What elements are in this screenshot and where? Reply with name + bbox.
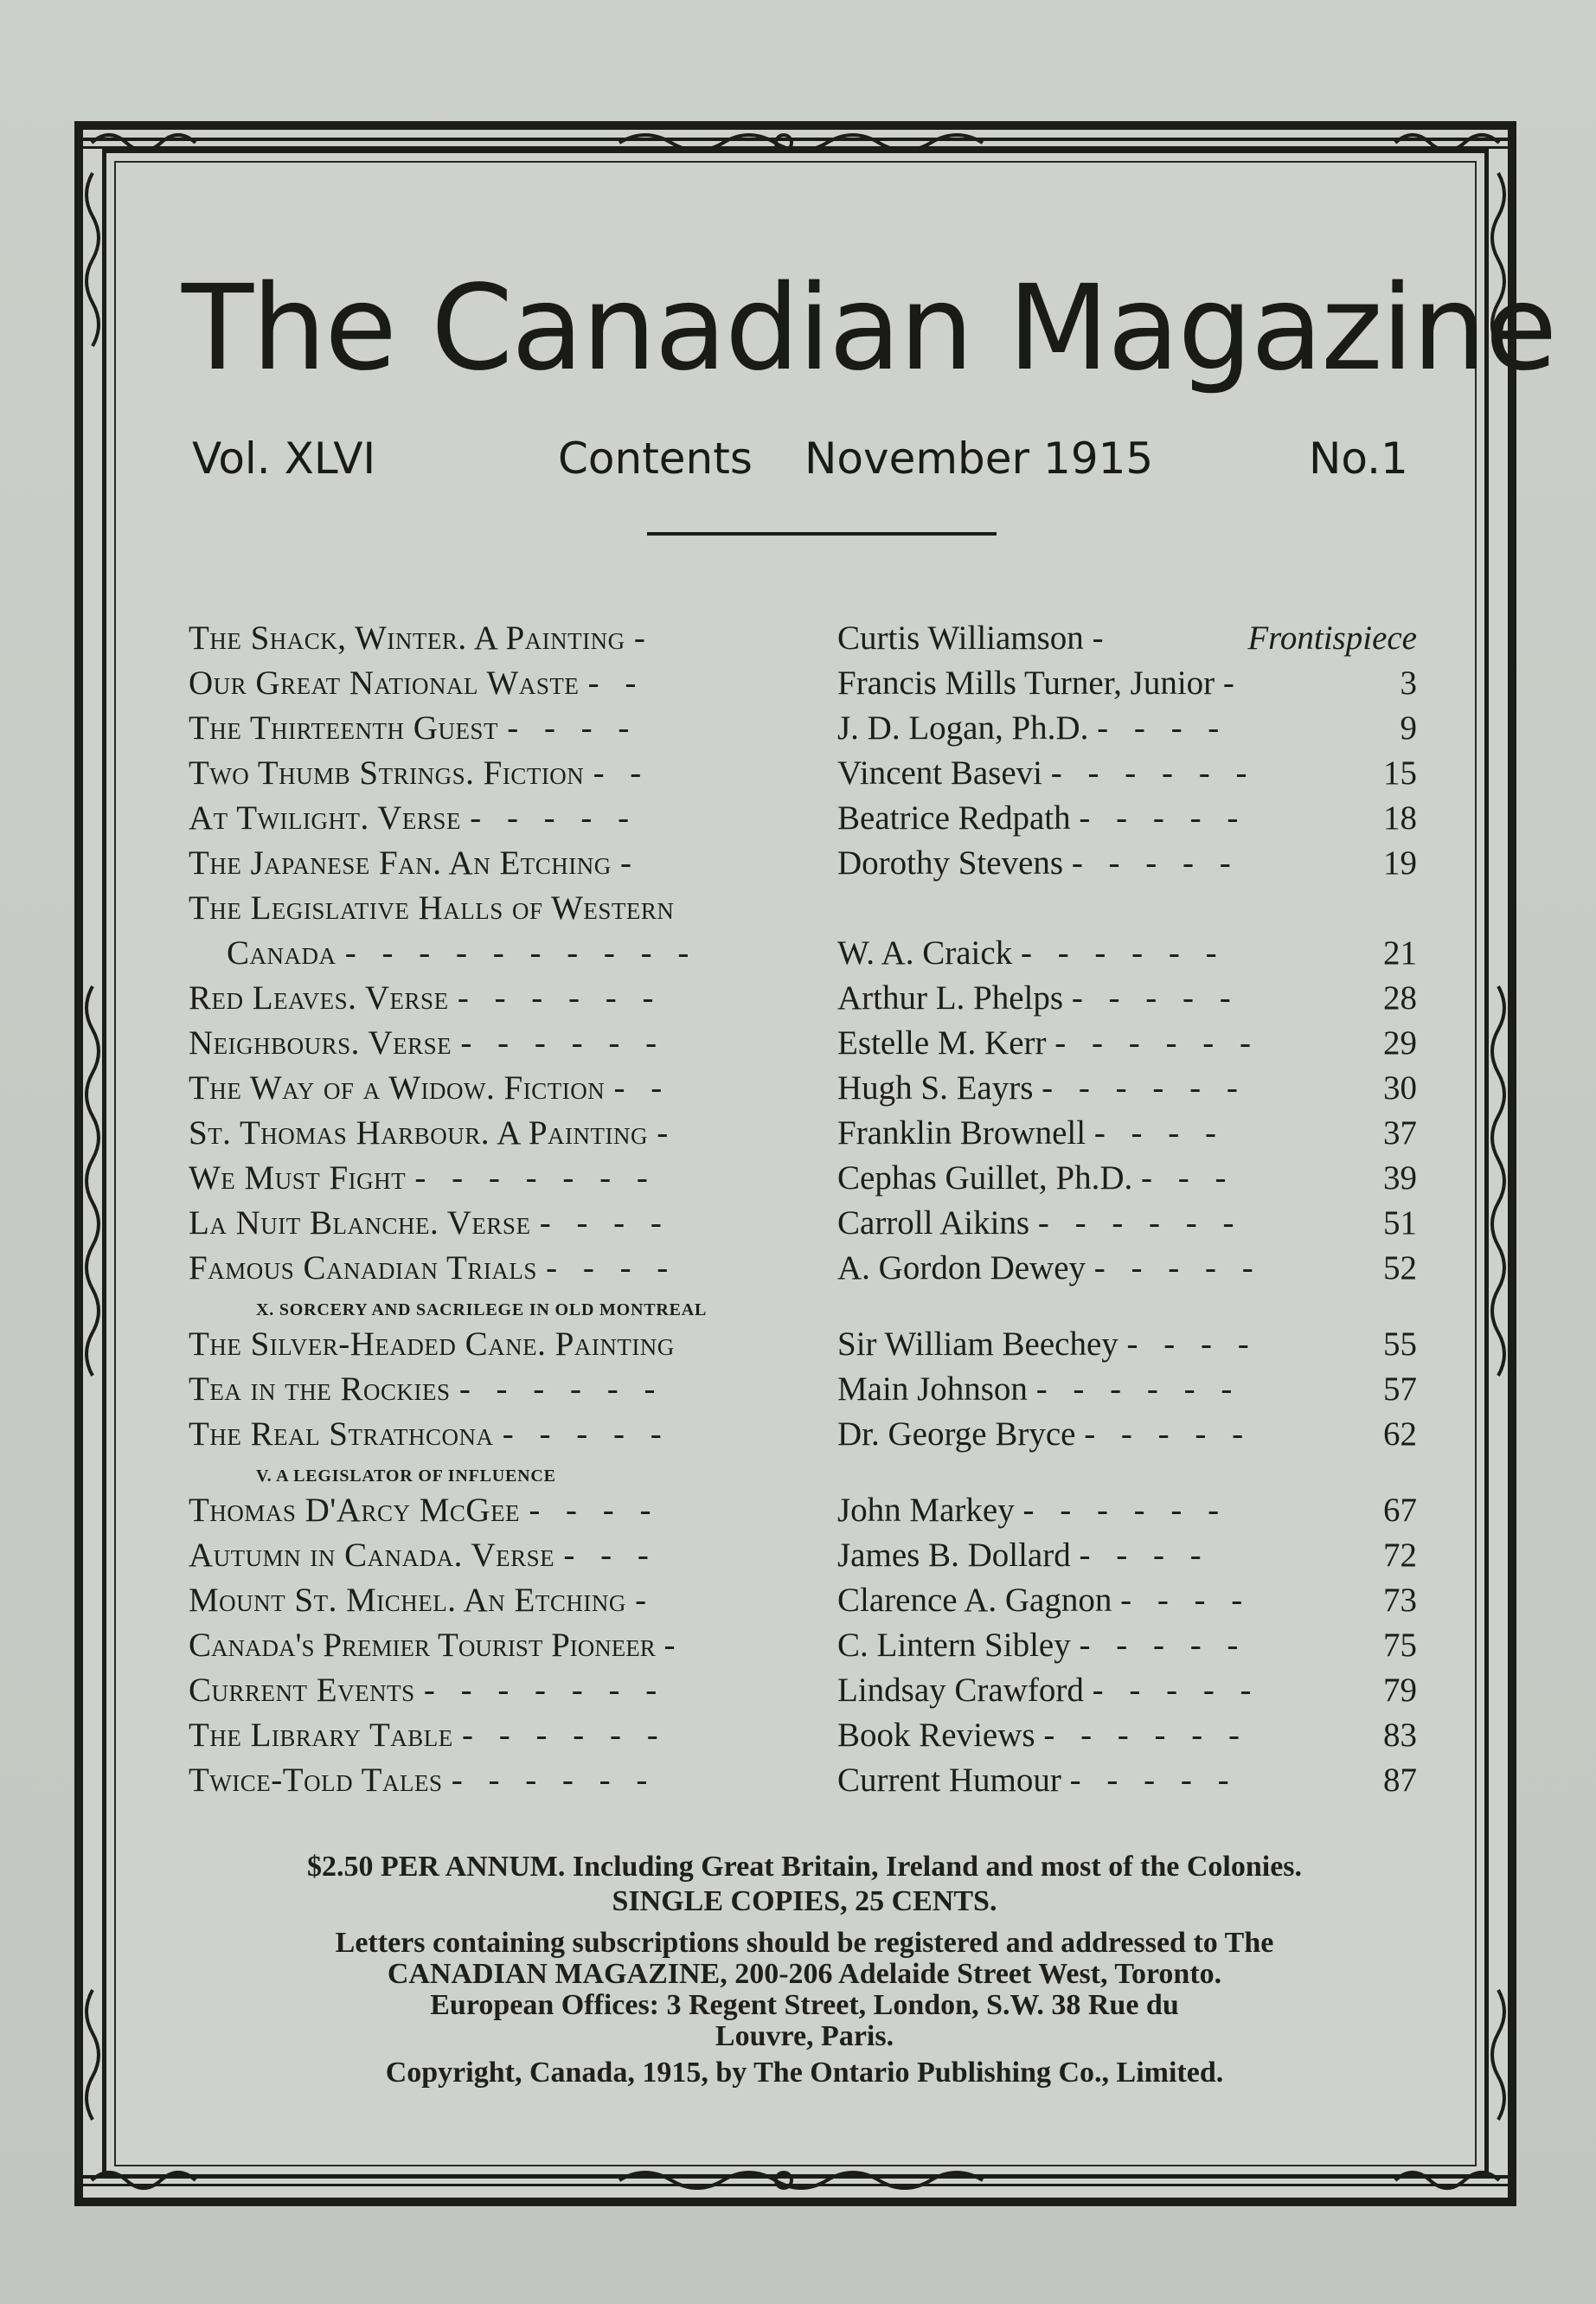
toc-title: Canada's Premier Tourist Pioneer -	[189, 1627, 684, 1664]
toc-title: The Silver-Headed Cane. Painting	[189, 1325, 675, 1363]
toc-row	[189, 1713, 1417, 1758]
european-offices: European Offices: 3 Regent Street, London, S.W. 38 Rue du	[430, 1989, 1179, 2021]
toc-page: 3	[1400, 664, 1417, 702]
title-rule	[647, 532, 997, 536]
toc-title: Red Leaves. Verse - - - - - -	[189, 979, 663, 1017]
toc-title: Our Great National Waste - -	[189, 664, 645, 702]
toc-author: Carroll Aikins - - - - - -	[837, 1204, 1243, 1242]
toc-author: Beatrice Redpath - - - - -	[837, 799, 1247, 837]
toc-page: 28	[1383, 979, 1417, 1017]
volume-number: Vol. XLVI	[192, 433, 376, 484]
toc-page: 62	[1383, 1415, 1417, 1453]
toc-subtitle-note: X. SORCERY AND SACRILEGE IN OLD MONTREAL	[256, 1300, 708, 1319]
toc-author: Current Humour - - - - -	[837, 1762, 1238, 1799]
toc-row	[189, 841, 1417, 886]
toc-page: 18	[1383, 799, 1417, 837]
toc-author: J. D. Logan, Ph.D. - - - -	[837, 709, 1228, 747]
toc-author: Clarence A. Gagnon - - - -	[837, 1582, 1252, 1619]
toc-row	[189, 1367, 1417, 1412]
toc-title: Thomas D'Arcy McGee - - - -	[189, 1492, 660, 1529]
toc-author: Main Johnson - - - - - -	[837, 1370, 1241, 1408]
toc-author: Book Reviews - - - - - -	[837, 1717, 1249, 1754]
toc-title: The Real Strathcona - - - - -	[189, 1415, 670, 1453]
toc-author: W. A. Craick - - - - - -	[837, 934, 1226, 972]
toc-page: 30	[1383, 1069, 1417, 1107]
toc-page: Frontispiece	[1247, 619, 1417, 657]
european-offices-cont: Louvre, Paris.	[715, 2020, 894, 2052]
toc-author: Estelle M. Kerr - - - - - -	[837, 1024, 1259, 1062]
toc-page: 21	[1383, 934, 1417, 972]
toc-page: 73	[1383, 1582, 1417, 1619]
single-copies-price: SINGLE COPIES, 25 CENTS.	[612, 1885, 997, 1917]
magazine-title: The Canadian Magazine	[182, 260, 1556, 397]
toc-page: 52	[1383, 1249, 1417, 1287]
toc-title: The Way of a Widow. Fiction - -	[189, 1069, 671, 1107]
border-ornament-left	[80, 156, 106, 2163]
toc-author: Arthur L. Phelps - - - - -	[837, 979, 1240, 1017]
toc-title: Autumn in Canada. Verse - - -	[189, 1537, 657, 1574]
toc-page: 57	[1383, 1370, 1417, 1408]
toc-page: 37	[1383, 1114, 1417, 1152]
toc-page: 39	[1383, 1159, 1417, 1197]
toc-page: 83	[1383, 1717, 1417, 1754]
publisher-address: CANADIAN MAGAZINE, 200-206 Adelaide Street West, Toronto.	[387, 1958, 1222, 1990]
border-ornament-bottom	[83, 2163, 1508, 2198]
toc-title: Famous Canadian Trials - - - -	[189, 1249, 677, 1287]
toc-row	[189, 886, 1417, 931]
toc-row	[189, 706, 1417, 751]
toc-row	[189, 1066, 1417, 1111]
toc-page: 75	[1383, 1627, 1417, 1664]
toc-author: A. Gordon Dewey - - - - -	[837, 1249, 1262, 1287]
border-ornament-right	[1485, 156, 1511, 2163]
copyright-notice: Copyright, Canada, 1915, by The Ontario Publishing Co., Limited.	[385, 2057, 1224, 2089]
toc-author: Cephas Guillet, Ph.D. - - -	[837, 1159, 1235, 1197]
toc-row	[189, 1578, 1417, 1623]
toc-page: 15	[1383, 754, 1417, 792]
toc-row	[189, 616, 1417, 661]
toc-title: The Library Table - - - - - -	[189, 1717, 667, 1754]
toc-author: Sir William Beechey - - - -	[837, 1325, 1258, 1363]
toc-row	[189, 1021, 1417, 1066]
toc-author: Francis Mills Turner, Junior -	[837, 664, 1243, 702]
toc-title: The Japanese Fan. An Etching -	[189, 844, 641, 882]
toc-row	[189, 1488, 1417, 1533]
toc-row	[189, 1322, 1417, 1367]
toc-title: We Must Fight - - - - - - -	[189, 1159, 657, 1197]
toc-page: 87	[1383, 1762, 1417, 1799]
toc-row	[189, 1111, 1417, 1156]
toc-row	[189, 796, 1417, 841]
toc-author: Vincent Basevi - - - - - -	[837, 754, 1256, 792]
toc-title: The Legislative Halls of Western	[189, 889, 675, 927]
toc-page: 51	[1383, 1204, 1417, 1242]
toc-page: 67	[1383, 1492, 1417, 1529]
toc-row	[189, 931, 1417, 976]
issue-number: No.1	[1309, 433, 1408, 484]
toc-title: St. Thomas Harbour. A Painting -	[189, 1114, 677, 1152]
toc-row	[189, 1156, 1417, 1201]
toc-row	[189, 1668, 1417, 1713]
toc-title: The Shack, Winter. A Painting -	[189, 619, 654, 657]
toc-author: C. Lintern Sibley - - - - -	[837, 1627, 1247, 1664]
toc-title: Neighbours. Verse - - - - - -	[189, 1024, 666, 1062]
toc-page: 19	[1383, 844, 1417, 882]
toc-row	[189, 1246, 1417, 1291]
toc-title: Twice-Told Tales - - - - - -	[189, 1762, 657, 1799]
contents-label: Contents	[558, 433, 753, 484]
border-ornament-top	[83, 125, 1508, 160]
toc-title: La Nuit Blanche. Verse - - - -	[189, 1204, 670, 1242]
subscription-price: $2.50 PER ANNUM. Including Great Britain, Ireland and most of the Colonies.	[306, 1851, 1303, 1883]
toc-author: Lindsay Crawford - - - - -	[837, 1672, 1260, 1709]
toc-author: Dr. George Bryce - - - - -	[837, 1415, 1253, 1453]
toc-row	[189, 751, 1417, 796]
issue-date: November 1915	[804, 433, 1154, 484]
toc-page: 79	[1383, 1672, 1417, 1709]
toc-author: James B. Dollard - - - -	[837, 1537, 1210, 1574]
toc-page: 72	[1383, 1537, 1417, 1574]
toc-row	[189, 1201, 1417, 1246]
toc-author: Hugh S. Eayrs - - - - - -	[837, 1069, 1247, 1107]
toc-author: Dorothy Stevens - - - - -	[837, 844, 1240, 882]
toc-title: Current Events - - - - - - -	[189, 1672, 666, 1709]
toc-page: 9	[1400, 709, 1417, 747]
toc-row	[189, 1412, 1417, 1457]
toc-page: 29	[1383, 1024, 1417, 1062]
toc-row	[189, 1623, 1417, 1668]
toc-row	[189, 1758, 1417, 1803]
toc-row	[189, 976, 1417, 1021]
toc-title: Two Thumb Strings. Fiction - -	[189, 754, 651, 792]
toc-title: Tea in the Rockies - - - - - -	[189, 1370, 664, 1408]
toc-page: 55	[1383, 1325, 1417, 1363]
toc-author: Curtis Williamson -	[837, 619, 1112, 657]
toc-title: At Twilight. Verse - - - - -	[189, 799, 638, 837]
toc-row	[189, 661, 1417, 706]
subscription-letters: Letters containing subscriptions should be registered and addressed to The	[335, 1927, 1274, 1959]
toc-title: Mount St. Michel. An Etching -	[189, 1582, 656, 1619]
toc-title: The Thirteenth Guest - - - -	[189, 709, 638, 747]
toc-row	[189, 1533, 1417, 1578]
toc-author: Franklin Brownell - - - -	[837, 1114, 1226, 1152]
toc-author: John Markey - - - - - -	[837, 1492, 1228, 1529]
toc-title: Canada - - - - - - - - - -	[227, 934, 698, 972]
toc-subtitle-note: V. A LEGISLATOR OF INFLUENCE	[256, 1466, 556, 1486]
